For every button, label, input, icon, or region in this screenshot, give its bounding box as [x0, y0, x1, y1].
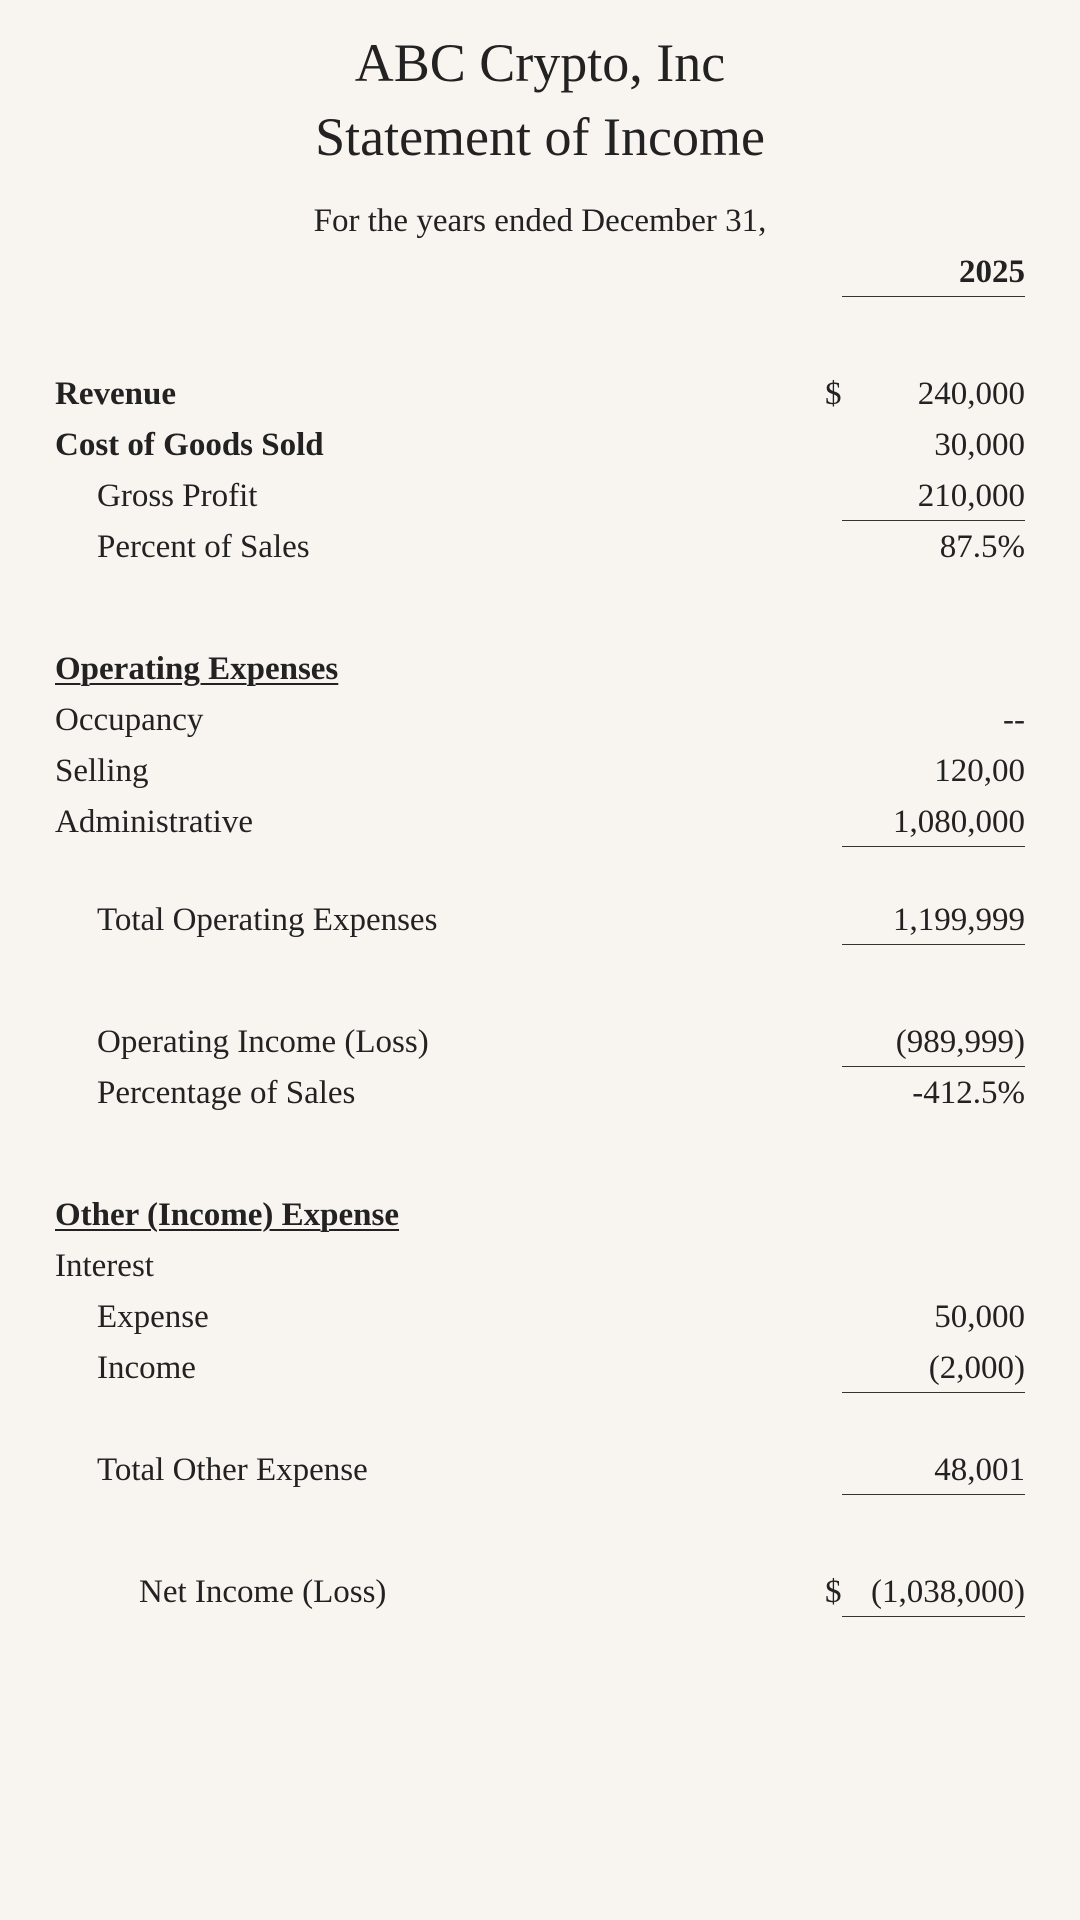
statement-title: Statement of Income	[315, 107, 765, 167]
cogs-row	[0, 423, 1080, 467]
interest-income-label: Income	[97, 1350, 196, 1386]
year-column-header: 2025	[959, 254, 1025, 290]
interest-expense-row	[0, 1295, 1080, 1339]
company-name: ABC Crypto, Inc	[354, 33, 726, 93]
revenue-currency: $	[825, 376, 842, 412]
other-expense-heading: Other (Income) Expense	[55, 1197, 400, 1233]
interest-income-value: (2,000)	[928, 1350, 1025, 1386]
selling-value: 120,00	[934, 753, 1025, 789]
gross-profit-row	[0, 474, 1080, 518]
administrative-value: 1,080,000	[893, 804, 1025, 840]
interest-row	[0, 1244, 1080, 1288]
total-operating-expenses-underline	[842, 944, 1025, 945]
gross-margin-row	[0, 525, 1080, 569]
year-underline	[842, 296, 1025, 297]
administrative-label: Administrative	[55, 804, 253, 840]
interest-expense-value: 50,000	[934, 1299, 1025, 1335]
interest-income-underline	[842, 1392, 1025, 1393]
operating-income-label: Operating Income (Loss)	[97, 1024, 429, 1060]
net-income-row	[0, 1570, 1080, 1614]
gross-margin-label: Percent of Sales	[97, 529, 310, 565]
operating-expenses-heading: Operating Expenses	[55, 651, 339, 687]
gross-profit-value: 210,000	[917, 478, 1025, 514]
net-income-currency: $	[825, 1574, 842, 1610]
interest-expense-label: Expense	[97, 1299, 209, 1335]
revenue-row	[0, 372, 1080, 416]
net-income-label: Net Income (Loss)	[139, 1574, 387, 1610]
administrative-row	[0, 800, 1080, 844]
net-income-underline	[842, 1616, 1025, 1617]
operating-margin-value: -412.5%	[912, 1075, 1025, 1111]
operating-income-row	[0, 1020, 1080, 1064]
cogs-label: Cost of Goods Sold	[55, 427, 324, 463]
operating-margin-row	[0, 1071, 1080, 1115]
operating-expenses-heading-row	[0, 647, 1080, 691]
other-expense-heading-row	[0, 1193, 1080, 1237]
gross-margin-value: 87.5%	[939, 529, 1025, 565]
year-header-row	[0, 250, 1080, 294]
interest-label: Interest	[55, 1248, 154, 1284]
operating-income-value: (989,999)	[895, 1024, 1025, 1060]
total-operating-expenses-row	[0, 898, 1080, 942]
operating-income-underline	[842, 1066, 1025, 1067]
total-operating-expenses-value: 1,199,999	[893, 902, 1025, 938]
revenue-value: 240,000	[917, 376, 1025, 412]
period-caption: For the years ended December 31,	[313, 203, 767, 239]
occupancy-value: --	[1003, 702, 1025, 738]
gross-profit-label: Gross Profit	[97, 478, 258, 514]
total-other-expense-underline	[842, 1494, 1025, 1495]
occupancy-label: Occupancy	[55, 702, 204, 738]
total-other-expense-label: Total Other Expense	[97, 1452, 368, 1488]
selling-row	[0, 749, 1080, 793]
total-other-expense-row	[0, 1448, 1080, 1492]
administrative-underline	[842, 846, 1025, 847]
operating-margin-label: Percentage of Sales	[97, 1075, 356, 1111]
total-operating-expenses-label: Total Operating Expenses	[97, 902, 438, 938]
selling-label: Selling	[55, 753, 149, 789]
gross-profit-underline	[842, 520, 1025, 521]
total-other-expense-value: 48,001	[934, 1452, 1025, 1488]
net-income-value: (1,038,000)	[871, 1574, 1025, 1610]
occupancy-row	[0, 698, 1080, 742]
cogs-value: 30,000	[934, 427, 1025, 463]
revenue-label: Revenue	[55, 376, 176, 412]
interest-income-row	[0, 1346, 1080, 1390]
